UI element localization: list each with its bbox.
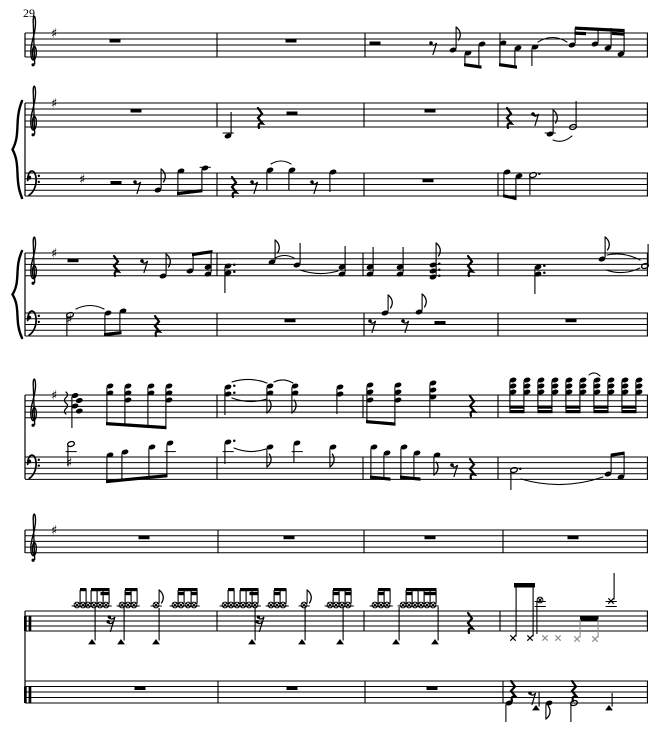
key-signature-sharp-icon: ♯ bbox=[66, 312, 73, 328]
staff-synth-lh bbox=[25, 439, 648, 490]
measure-number: 29 bbox=[23, 6, 35, 20]
key-signature-sharp-icon: ♯ bbox=[51, 26, 58, 42]
staff-drums bbox=[24, 573, 648, 644]
notation-layer bbox=[13, 16, 650, 722]
key-signature-sharp-icon: ♯ bbox=[66, 456, 73, 472]
key-signature-sharp-icon: ♯ bbox=[51, 388, 58, 404]
treble-clef-icon bbox=[31, 86, 36, 136]
brace-icon bbox=[13, 101, 23, 198]
staff-piano-lh bbox=[25, 161, 648, 200]
treble-clef-icon bbox=[31, 514, 36, 562]
staff-epiano-lh bbox=[25, 294, 648, 336]
key-signature-sharp-icon: ♯ bbox=[51, 246, 58, 262]
staff-piano-rh bbox=[25, 86, 648, 141]
staff-synth-rh bbox=[25, 373, 648, 429]
staff-melody bbox=[25, 16, 648, 68]
staff-percussion bbox=[24, 681, 648, 722]
bass-clef-icon bbox=[27, 171, 40, 195]
key-signature-sharp-icon: ♯ bbox=[51, 523, 58, 539]
bass-clef-icon bbox=[27, 311, 40, 335]
key-signature-sharp-icon: ♯ bbox=[51, 96, 58, 112]
treble-clef-icon bbox=[31, 379, 36, 427]
staff-strings bbox=[25, 514, 648, 562]
treble-clef-icon bbox=[31, 237, 36, 285]
bass-clef-icon bbox=[27, 455, 40, 478]
key-signature-sharp-icon: ♯ bbox=[79, 172, 86, 188]
staff-epiano-rh bbox=[25, 237, 649, 294]
treble-clef-icon bbox=[31, 16, 36, 66]
brace-icon bbox=[13, 251, 23, 338]
